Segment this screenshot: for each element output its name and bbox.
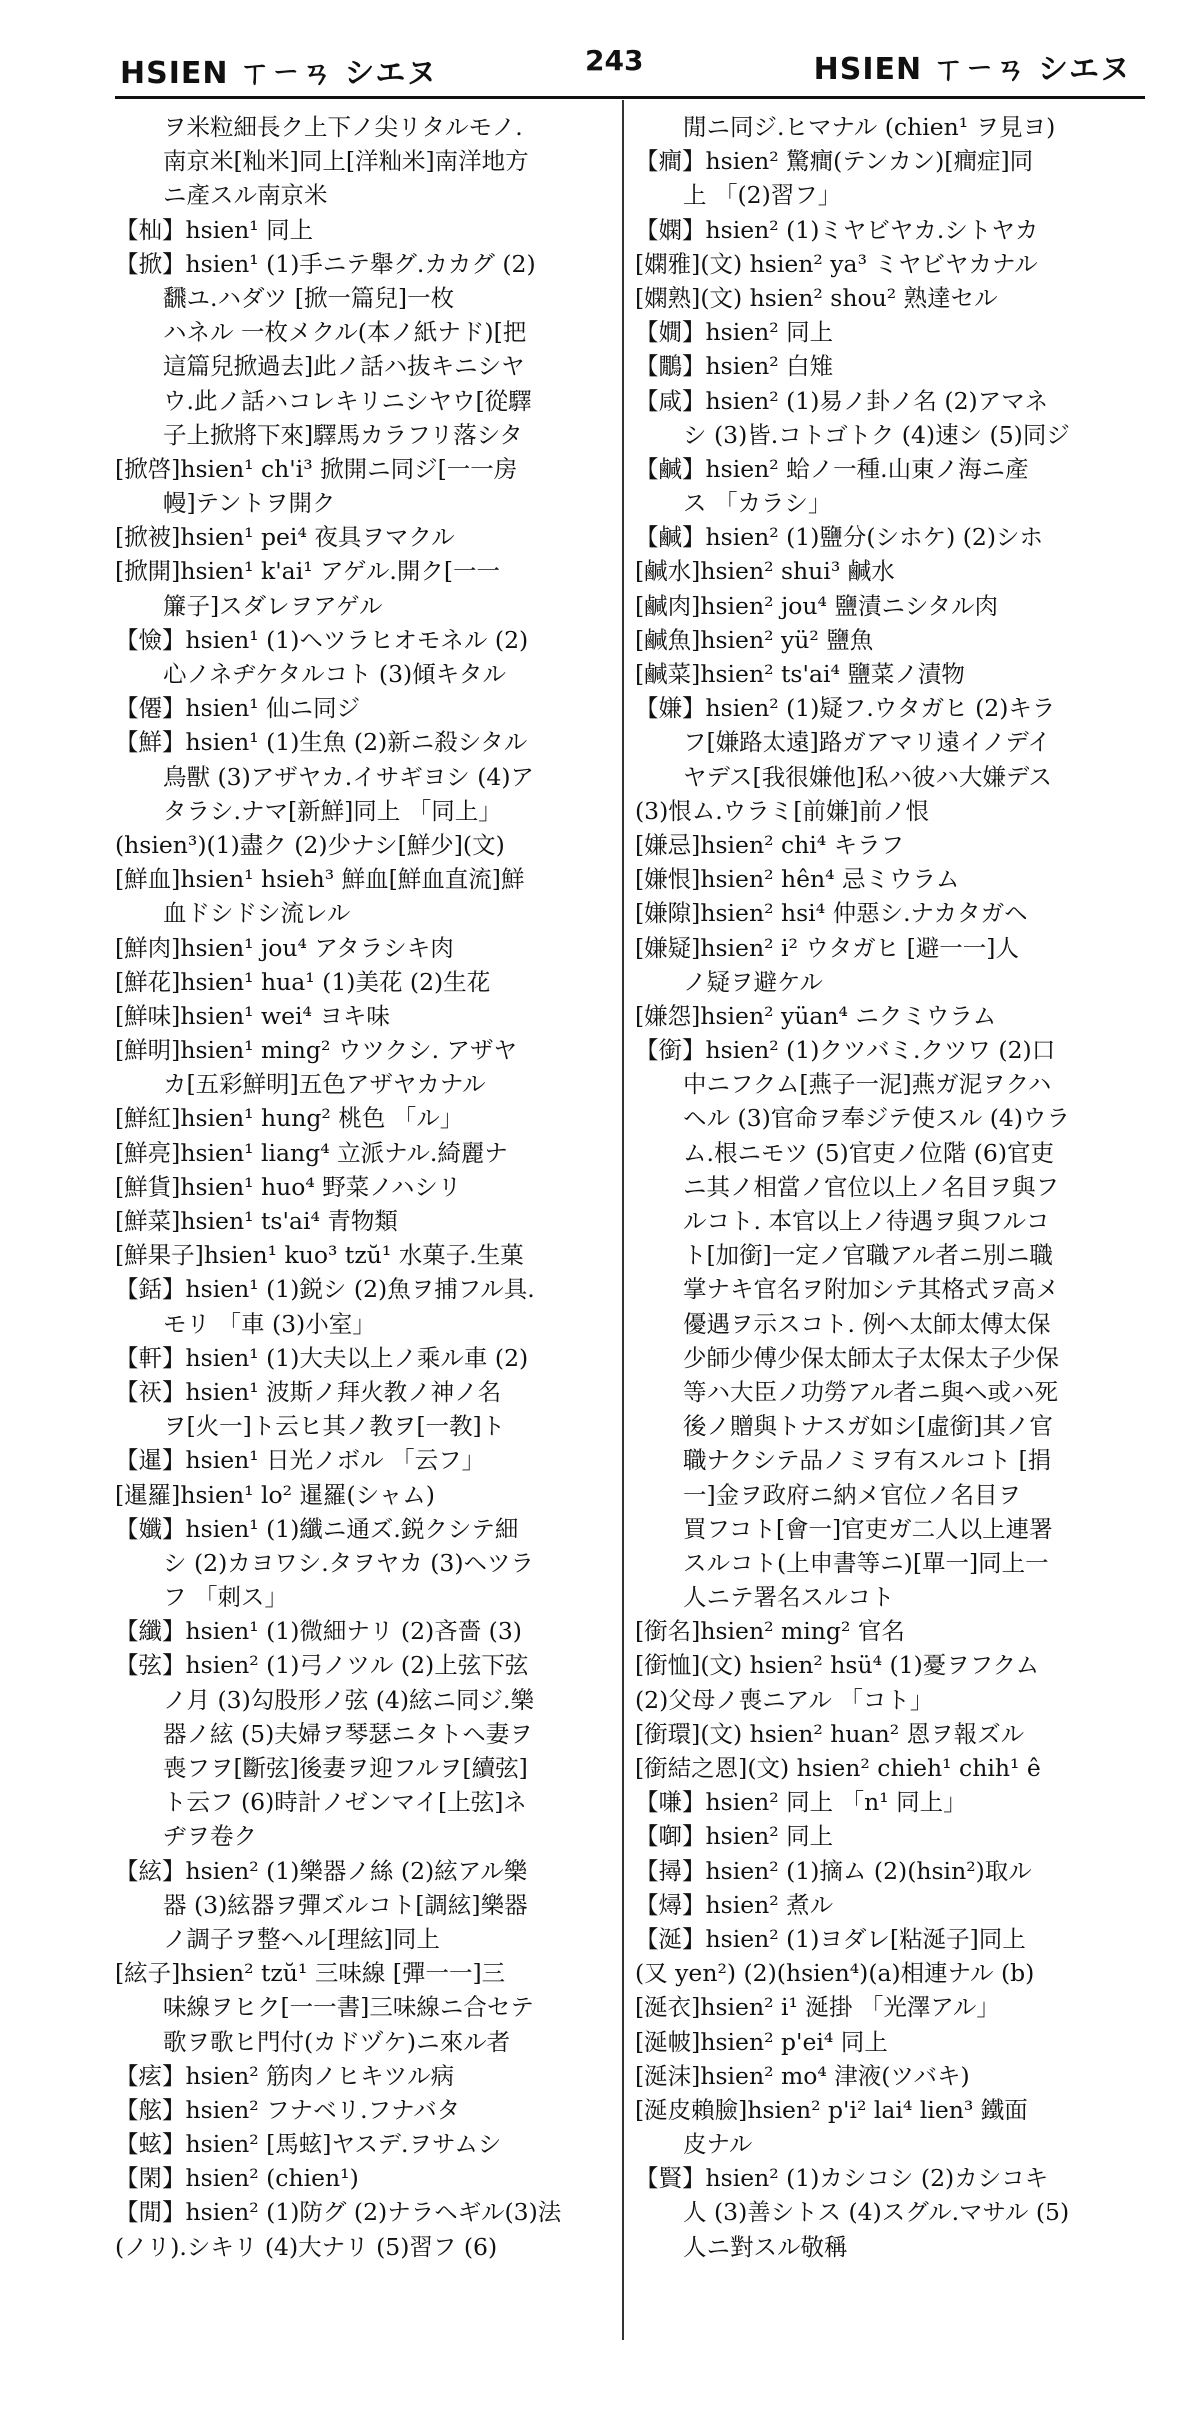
entry-line: [嫌忌]hsien² chi⁴ キラフ bbox=[635, 830, 905, 859]
entry-line: 【銛】hsien¹ (1)鋭シ (2)魚ヲ捕フル具. bbox=[115, 1275, 535, 1304]
entry-line: 【掀】hsien¹ (1)手ニテ舉グ.カカグ (2) bbox=[115, 249, 536, 278]
entry-line: [鮮貨]hsien¹ huo⁴ 野菜ノハシリ bbox=[115, 1172, 462, 1201]
entry-line: 【蚿】hsien² [馬蚿]ヤスデ.ヲサムシ bbox=[115, 2130, 502, 2159]
entry-line: フ[嫌路太遠]路ガアマリ遠イノデイ bbox=[683, 728, 1051, 757]
entry-line: フ 「刺ス」 bbox=[163, 1583, 288, 1612]
entry-line: 南京米[籼米]同上[洋籼米]南洋地方 bbox=[163, 147, 529, 176]
entry-line: 【絃】hsien² (1)樂器ノ絲 (2)絃アル樂 bbox=[115, 1856, 528, 1885]
entry-line: 職ナクシテ品ノミヲ有スルコト [捐 bbox=[683, 1446, 1052, 1475]
entry-line: 【鷳】hsien² 白雉 bbox=[635, 352, 834, 381]
entry-line: [鮮味]hsien¹ wei⁴ ヨキ味 bbox=[115, 1001, 390, 1030]
entry-line: 掌ナキ官名ヲ附加シテ其格式ヲ高メ bbox=[683, 1275, 1059, 1304]
entry-line: 【癎】hsien² 驚癎(テンカン)[癎症]同 bbox=[635, 147, 1034, 176]
entry-line: ノ疑ヲ避ケル bbox=[683, 967, 823, 996]
entry-line: 簾子]スダレヲアゲル bbox=[163, 591, 383, 620]
entry-line: [鮮菜]hsien¹ ts'ai⁴ 青物類 bbox=[115, 1207, 398, 1235]
entry-line: ヂヲ卷ク bbox=[163, 1822, 257, 1851]
entry-line: [嫻熟](文) hsien² shou² 熟達セル bbox=[635, 283, 998, 312]
entry-line: [掀開]hsien¹ k'ai¹ アゲル.開ク[一一 bbox=[115, 557, 501, 586]
entry-line: 【啣】hsien² 同上 bbox=[635, 1822, 834, 1851]
entry-line: [鹹肉]hsien² jou⁴ 鹽漬ニシタル肉 bbox=[635, 591, 998, 620]
entry-line: [涎沫]hsien² mo⁴ 津液(ツバキ) bbox=[635, 2061, 970, 2090]
entry-line: [鮮花]hsien¹ hua¹ (1)美花 (2)生花 bbox=[115, 967, 491, 996]
entry-line: ト云フ (6)時計ノゼンマイ[上弦]ネ bbox=[163, 1788, 527, 1817]
entry-line: 中ニフクム[燕子一泥]燕ガ泥ヲクハ bbox=[683, 1070, 1052, 1099]
entry-line: [嫻雅](文) hsien² ya³ ミヤビヤカナル bbox=[635, 249, 1038, 278]
entry-line: 【舷】hsien² フナベリ.フナバタ bbox=[115, 2095, 461, 2124]
entry-line: 【鹹】hsien² (1)鹽分(シホケ) (2)シホ bbox=[635, 523, 1044, 552]
entry-line: [掀啓]hsien¹ ch'i³ 掀開ニ同ジ[一一房 bbox=[115, 454, 518, 483]
header-rule bbox=[115, 96, 1145, 99]
entry-line: ヲ米粒細長ク上下ノ尖リタルモノ. bbox=[163, 113, 523, 141]
entry-line: [銜恤](文) hsien² hsü⁴ (1)憂ヲフクム bbox=[635, 1651, 1040, 1680]
entry-line: 鳥獸 (3)アザヤカ.イサギヨシ (4)ア bbox=[163, 762, 534, 791]
entry-line: [鮮血]hsien¹ hsieh³ 鮮血[鮮血直流]鮮 bbox=[115, 865, 525, 894]
entry-line: 皮ナル bbox=[683, 2130, 753, 2159]
entry-line: 上 「(2)習フ」 bbox=[683, 181, 842, 210]
entry-line: 【撏】hsien² (1)摘ム (2)(hsin²)取ル bbox=[635, 1856, 1032, 1885]
entry-line: 【銜】hsien² (1)クツバミ.クツワ (2)口 bbox=[635, 1036, 1056, 1065]
entry-line: シ (3)皆.コトゴトク (4)速シ (5)同ジ bbox=[683, 420, 1070, 449]
entry-line: 這篇兒掀過去]此ノ話ハ抜キニシヤ bbox=[163, 352, 525, 381]
entry-line: 【暹】hsien¹ 日光ノボル 「云フ」 bbox=[115, 1446, 486, 1475]
entry-line: 閒ニ同ジ.ヒマナル (chien¹ ヲ見ヨ) bbox=[683, 113, 1056, 141]
entry-line: 飜ユ.ハダツ [掀一篇兒]一枚 bbox=[163, 283, 455, 312]
entry-line: 【憸】hsien¹ (1)ヘツラヒオモネル (2) bbox=[115, 625, 529, 654]
entry-line: 【閑】hsien² (chien¹) bbox=[115, 2164, 359, 2193]
entry-line: 優遇ヲ示スコト. 例ヘ太師太傅太保 bbox=[683, 1309, 1051, 1338]
right-column bbox=[635, 110, 1140, 2264]
running-head-right: HSIEN ㄒㄧㄢ シエヌ bbox=[813, 52, 1131, 87]
entry-line: [嫌恨]hsien² hên⁴ 忌ミウラム bbox=[635, 865, 960, 894]
entry-line: 一]金ヲ政府ニ納メ官位ノ名目ヲ bbox=[683, 1480, 1022, 1509]
entry-line: [鮮亮]hsien¹ liang⁴ 立派ナル.綺麗ナ bbox=[115, 1138, 508, 1167]
entry-line: 【杣】hsien¹ 同上 bbox=[115, 215, 314, 244]
entry-line: [鮮果子]hsien¹ kuo³ tzŭ¹ 水菓子.生菓 bbox=[115, 1241, 524, 1270]
entry-line: ス 「カラシ」 bbox=[683, 489, 832, 518]
entry-line: 【鹹】hsien² 蛤ノ一種.山東ノ海ニ產 bbox=[635, 454, 1029, 483]
entry-line: ヤデス[我很嫌他]私ハ彼ハ大嫌デス bbox=[683, 762, 1052, 791]
entry-line: ルコト. 本官以上ノ待遇ヲ與フルコ bbox=[683, 1207, 1050, 1235]
entry-line: 器ノ絃 (5)夫婦ヲ琴瑟ニタトヘ妻ヲ bbox=[163, 1719, 533, 1748]
entry-line: [涎皮賴臉]hsien² p'i² lai⁴ lien³ 鐵面 bbox=[635, 2095, 1028, 2124]
entry-line: [嫌疑]hsien² i² ウタガヒ [避一一]人 bbox=[635, 933, 1019, 962]
entry-line: [鮮肉]hsien¹ jou⁴ アタラシキ肉 bbox=[115, 933, 454, 962]
entry-line: (2)父母ノ喪ニアル 「コト」 bbox=[635, 1685, 934, 1714]
entry-line: (3)恨ム.ウラミ[前嫌]前ノ恨 bbox=[635, 796, 930, 825]
entry-line: ム.根ニモツ (5)官吏ノ位階 (6)官吏 bbox=[683, 1138, 1054, 1167]
entry-line: 喪フヲ[斷弦]後妻ヲ迎フルヲ[續弦] bbox=[163, 1754, 528, 1782]
entry-line: 【痃】hsien² 筋肉ノヒキツル病 bbox=[115, 2061, 455, 2090]
entry-line: 器 (3)絃器ヲ彈ズルコト[調絃]樂器 bbox=[163, 1890, 528, 1919]
entry-line: ニ其ノ相當ノ官位以上ノ名目ヲ與フ bbox=[683, 1172, 1059, 1201]
entry-line: 【鮮】hsien¹ (1)生魚 (2)新ニ殺シタル bbox=[115, 728, 528, 757]
entry-line: [銜環](文) hsien² huan² 恩ヲ報ズル bbox=[635, 1719, 1025, 1748]
entry-line: カ[五彩鮮明]五色アザヤカナル bbox=[163, 1070, 486, 1099]
page-header bbox=[110, 38, 1141, 98]
entry-line: シ (2)カヨワシ.タヲヤカ (3)ヘツラ bbox=[163, 1548, 534, 1577]
entry-line: 【嫌】hsien² (1)疑フ.ウタガヒ (2)キラ bbox=[635, 694, 1056, 723]
entry-line: ヲ[火一]ト云ヒ其ノ教ヲ[一教]ト bbox=[163, 1412, 506, 1441]
entry-line: [銜結之恩](文) hsien² chieh¹ chih¹ ê bbox=[635, 1754, 1041, 1782]
entry-line: [鮮紅]hsien¹ hung² 桃色 「ル」 bbox=[115, 1104, 464, 1133]
entry-line: [絃子]hsien² tzŭ¹ 三味線 [彈一一]三 bbox=[115, 1959, 506, 1988]
entry-line: モリ 「車 (3)小室」 bbox=[163, 1309, 376, 1338]
entry-line: タラシ.ナマ[新鮮]同上 「同上」 bbox=[163, 796, 502, 825]
entry-line: [鹹菜]hsien² ts'ai⁴ 鹽菜ノ漬物 bbox=[635, 660, 965, 688]
entry-line: 心ノネヂケタルコト (3)傾キタル bbox=[163, 660, 506, 688]
entry-line: [涎衣]hsien² i¹ 涎掛 「光澤アル」 bbox=[635, 1993, 1000, 2022]
entry-line: 【軒】hsien¹ (1)大夫以上ノ乘ル車 (2) bbox=[115, 1343, 529, 1372]
entry-line: 血ドシドシ流レル bbox=[163, 899, 351, 928]
column-divider bbox=[622, 100, 624, 2340]
entry-line: ウ.此ノ話ハコレキリニシヤウ[從驛 bbox=[163, 386, 532, 415]
entry-line: ト[加銜]一定ノ官職アル者ニ別ニ職 bbox=[683, 1241, 1053, 1270]
entry-line: 買フコト[會一]官吏ガ二人以上連署 bbox=[683, 1514, 1053, 1543]
entry-line: 人ニ對スル敬稱 bbox=[683, 2232, 848, 2261]
entry-line: 等ハ大臣ノ功勞アル者ニ與ヘ或ハ死 bbox=[683, 1377, 1059, 1406]
entry-line: [暹羅]hsien¹ lo² 暹羅(シャム) bbox=[115, 1480, 435, 1509]
entry-line: 【燖】hsien² 煮ル bbox=[635, 1890, 834, 1919]
running-head-left: HSIEN ㄒㄧㄢ シエヌ bbox=[120, 56, 438, 91]
entry-line: 子上掀將下來]驛馬カラフリ落シタ bbox=[163, 420, 523, 449]
entry-line: (ノリ).シキリ (4)大ナリ (5)習フ (6) bbox=[115, 2232, 498, 2261]
entry-line: [嫌隙]hsien² hsi⁴ 仲惡シ.ナカタガヘ bbox=[635, 899, 1028, 928]
entry-line: (hsien³)(1)盡ク (2)少ナシ[鮮少](文) bbox=[115, 830, 505, 859]
entry-line: 人ニテ署名スルコト bbox=[683, 1583, 895, 1612]
entry-line: [鹹水]hsien² shui³ 鹹水 bbox=[635, 557, 895, 586]
entry-line: 【涎】hsien² (1)ヨダレ[粘涎子]同上 bbox=[635, 1924, 1026, 1953]
entry-line: 後ノ贈與トナスガ如シ[虛銜]其ノ官 bbox=[683, 1412, 1053, 1441]
entry-line: 味線ヲヒク[一一書]三味線ニ合セテ bbox=[163, 1993, 534, 2022]
page-number: 243 bbox=[585, 44, 644, 77]
entry-line: [鹹魚]hsien² yü² 鹽魚 bbox=[635, 625, 874, 654]
entry-line: 【賢】hsien² (1)カシコシ (2)カシコキ bbox=[635, 2164, 1049, 2193]
entry-line: [嫌怨]hsien² yüan⁴ ニクミウラム bbox=[635, 1001, 997, 1030]
entry-line: 【孅】hsien¹ (1)纖ニ通ズ.鋭クシテ細 bbox=[115, 1514, 519, 1543]
left-column bbox=[115, 110, 615, 2264]
entry-line: [鮮明]hsien¹ ming² ウツクシ. アザヤ bbox=[115, 1036, 518, 1065]
entry-line: 【閒】hsien² (1)防グ (2)ナラヘギル(3)法 bbox=[115, 2198, 562, 2227]
entry-line: 人 (3)善シトス (4)スグル.マサル (5) bbox=[683, 2198, 1070, 2227]
entry-line: 【僊】hsien¹ 仙ニ同ジ bbox=[115, 694, 361, 723]
entry-line: 【纖】hsien¹ (1)微細ナリ (2)吝嗇 (3) bbox=[115, 1617, 522, 1646]
entry-line: 【祆】hsien¹ 波斯ノ拜火教ノ神ノ名 bbox=[115, 1377, 502, 1406]
entry-line: 【嫻】hsien² (1)ミヤビヤカ.シトヤカ bbox=[635, 215, 1039, 244]
entry-line: ノ月 (3)勾股形ノ弦 (4)絃ニ同ジ.樂 bbox=[163, 1685, 534, 1714]
entry-line: 少師少傅少保太師太子太保太子少保 bbox=[683, 1343, 1059, 1372]
entry-line: 【咸】hsien² (1)易ノ卦ノ名 (2)アマネ bbox=[635, 386, 1049, 415]
entry-line: (又 yen²) (2)(hsien⁴)(a)相連ナル (b) bbox=[635, 1959, 1035, 1988]
entry-line: ニ產スル南京米 bbox=[163, 181, 328, 210]
entry-line: ノ調子ヲ整ヘル[理絃]同上 bbox=[163, 1924, 440, 1953]
entry-line: ヘル (3)官命ヲ奉ジテ使スル (4)ウラ bbox=[683, 1104, 1071, 1133]
entry-line: 【嗛】hsien² 同上 「n¹ 同上」 bbox=[635, 1788, 967, 1817]
entry-line: 歌ヲ歌ヒ門付(カドヅケ)ニ來ル者 bbox=[163, 2027, 511, 2056]
entry-line: 幔]テントヲ開ク bbox=[163, 489, 336, 518]
entry-line: ハネル 一枚メクル(本ノ紙ナド)[把 bbox=[163, 318, 527, 347]
entry-line: スルコト(上申書等ニ)[單一]同上一 bbox=[683, 1548, 1049, 1577]
entry-line: 【弦】hsien² (1)弓ノツル (2)上弦下弦 bbox=[115, 1651, 529, 1680]
entry-line: 【嫺】hsien² 同上 bbox=[635, 318, 834, 347]
entry-line: [涎帔]hsien² p'ei⁴ 同上 bbox=[635, 2027, 888, 2056]
entry-line: [銜名]hsien² ming² 官名 bbox=[635, 1617, 905, 1646]
entry-line: [掀被]hsien¹ pei⁴ 夜具ヲマクル bbox=[115, 523, 455, 552]
